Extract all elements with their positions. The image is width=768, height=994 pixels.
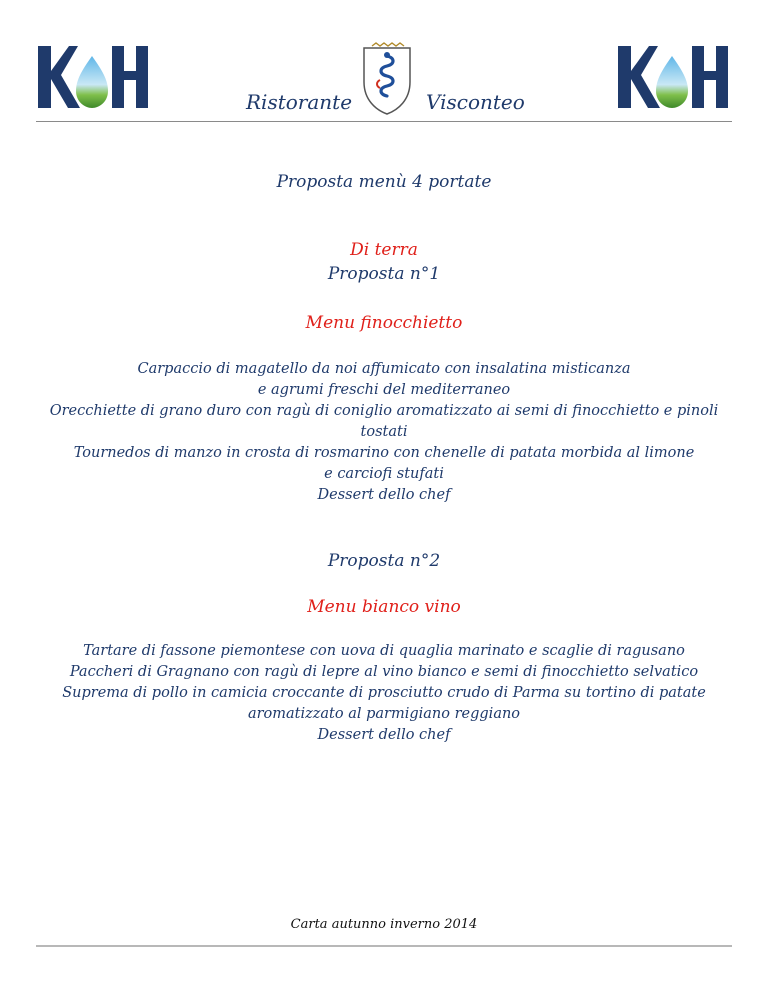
dish-line: Tournedos di manzo in crosta di rosmarino con chenelle di patata morbida al limone [73, 445, 695, 461]
dish-line: Paccheri di Gragnano con ragù di lepre al vino bianco e semi di finocchietto selvatico [69, 664, 699, 680]
visconti-crest-icon [358, 42, 416, 116]
footer-note: Carta autunno inverno 2014 [290, 917, 478, 932]
menu-category: Di terra [350, 240, 418, 260]
dish-line: tostati [360, 424, 408, 440]
proposal-1-name: Menu finocchietto [305, 313, 463, 333]
koh-logo-icon [616, 44, 728, 110]
proposal-2-name: Menu bianco vino [307, 597, 461, 617]
dish-line: e carciofi stufati [324, 466, 444, 482]
crest [358, 42, 416, 116]
header-divider [36, 121, 732, 122]
proposal-2-heading: Proposta n°2 [327, 551, 441, 571]
page-header [36, 36, 732, 122]
proposal-1-heading: Proposta n°1 [327, 264, 441, 284]
dish-line: Suprema di pollo in camicia croccante di prosciutto crudo di Parma su tortino di patate [62, 685, 706, 701]
dish-line: Dessert dello chef [317, 487, 451, 503]
koh-logo-right [616, 44, 728, 110]
koh-logo-icon [36, 44, 148, 110]
brand-name-visconteo: Visconteo [426, 90, 525, 114]
dish-line: Orecchiette di grano duro con ragù di coniglio aromatizzato ai semi di finocchietto e pinoli [49, 403, 719, 419]
footer-divider [36, 945, 732, 947]
menu-title: Proposta menù 4 portate [276, 172, 492, 192]
dish-line: Dessert dello chef [317, 727, 451, 743]
dish-line: e agrumi freschi del mediterraneo [257, 382, 511, 398]
dish-line: aromatizzato al parmigiano reggiano [247, 706, 521, 722]
dish-line: Carpaccio di magatello da noi affumicato con insalatina misticanza [137, 361, 631, 377]
brand-name-ristorante: Ristorante [246, 90, 353, 114]
koh-logo-left [36, 44, 148, 110]
dish-line: Tartare di fassone piemontese con uova di quaglia marinato e scaglie di ragusano [83, 643, 685, 659]
